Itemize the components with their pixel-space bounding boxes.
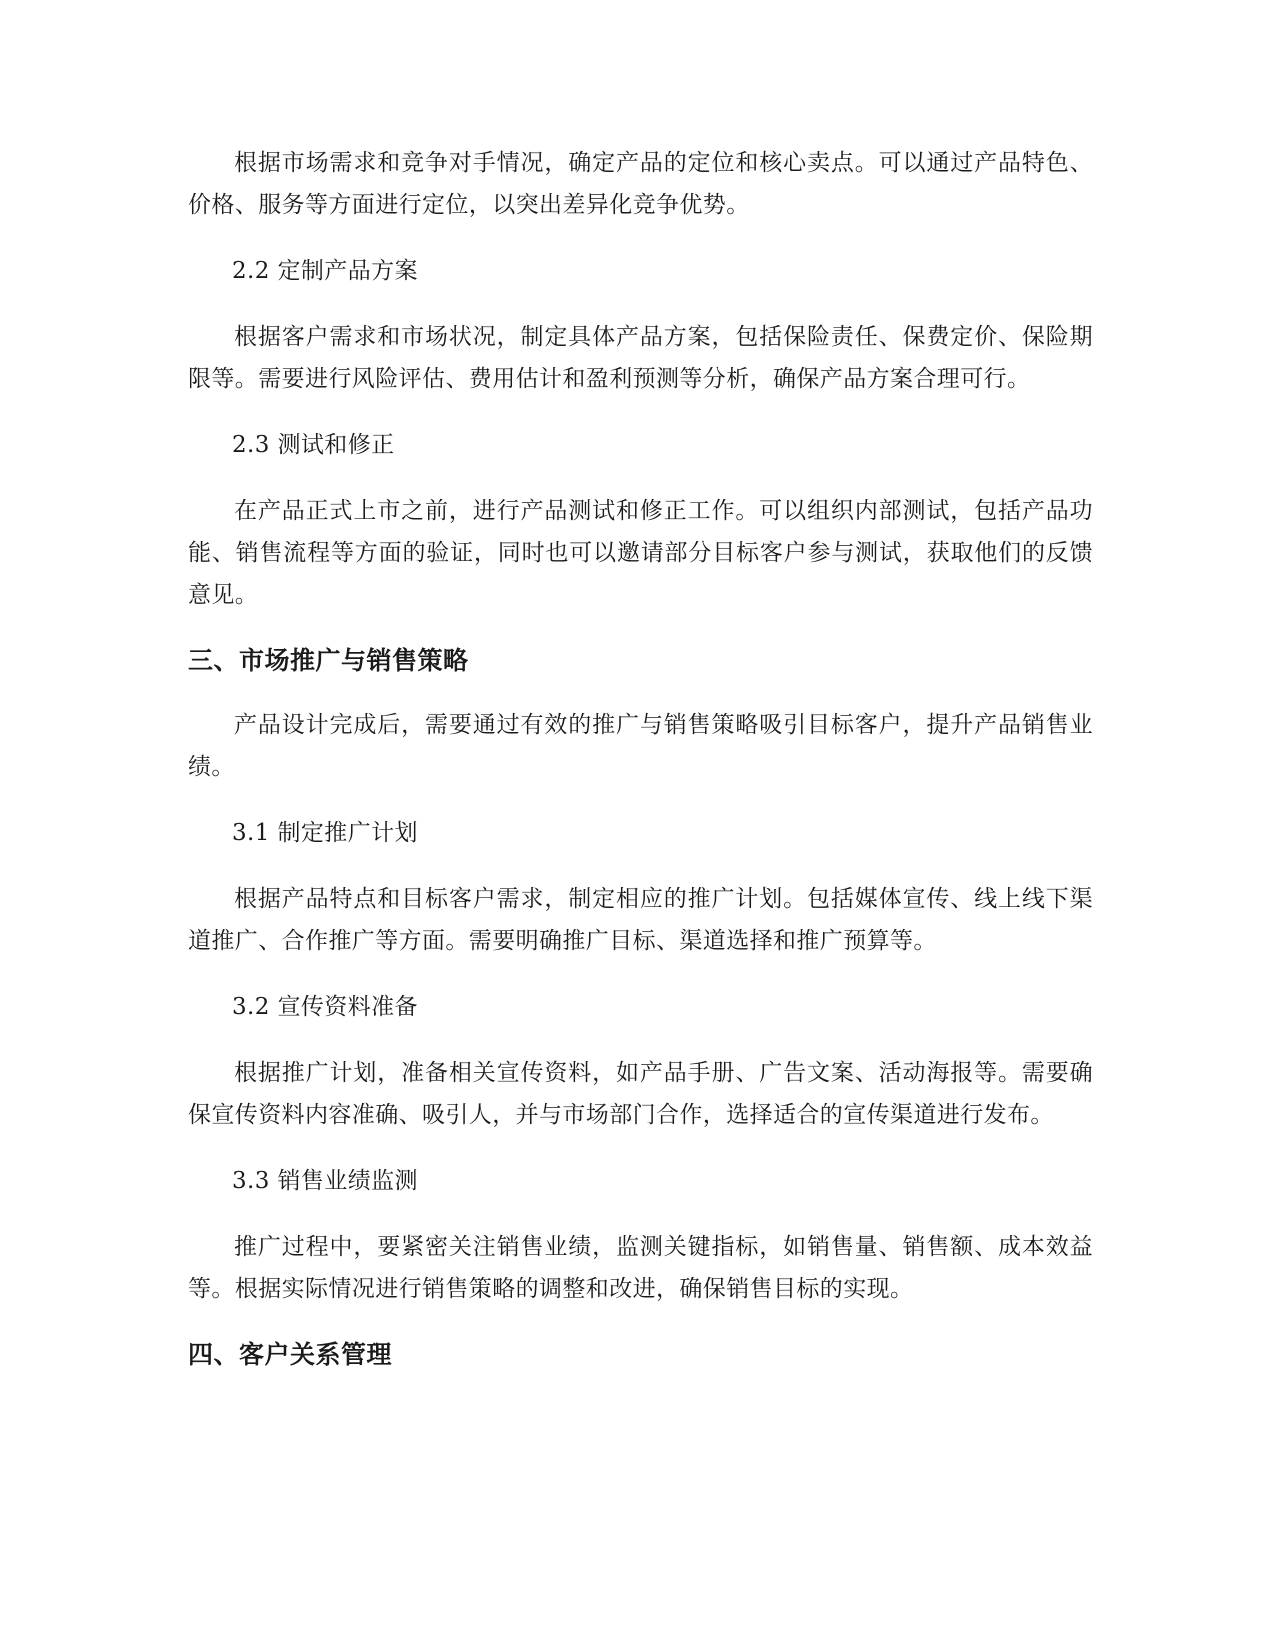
subheading-2-2: 2.2 定制产品方案 [232,258,418,284]
heading-section-4: 四、客户关系管理 [188,1340,393,1369]
paragraph-section-3-intro: 产品设计完成后，需要通过有效的推广与销售策略吸引目标客户，提升产品销售业绩。 [188,712,1093,780]
paragraph-materials: 根据推广计划，准备相关宣传资料，如产品手册、广告文案、活动海报等。需要确保宣传资料内容准确、吸引人，并与市场部门合作，选择适合的宣传渠道进行发布。 [188,1060,1093,1128]
paragraph-product-positioning: 根据市场需求和竞争对手情况，确定产品的定位和核心卖点。可以通过产品特色、价格、服务等方面进行定位，以突出差异化竞争优势。 [188,150,1093,218]
document-page [188,142,1093,1398]
paragraph-promotion-plan: 根据产品特点和目标客户需求，制定相应的推广计划。包括媒体宣传、线上线下渠道推广、合作推广等方面。需要明确推广目标、渠道选择和推广预算等。 [188,886,1093,954]
paragraph-product-plan: 根据客户需求和市场状况，制定具体产品方案，包括保险责任、保费定价、保险期限等。需要进行风险评估、费用估计和盈利预测等分析，确保产品方案合理可行。 [188,324,1093,392]
paragraph-sales-monitoring: 推广过程中，要紧密关注销售业绩，监测关键指标，如销售量、销售额、成本效益等。根据实际情况进行销售策略的调整和改进，确保销售目标的实现。 [188,1234,1093,1302]
subheading-2-3: 2.3 测试和修正 [232,432,395,458]
subheading-3-3: 3.3 销售业绩监测 [232,1168,418,1194]
paragraph-testing: 在产品正式上市之前，进行产品测试和修正工作。可以组织内部测试，包括产品功能、销售流程等方面的验证，同时也可以邀请部分目标客户参与测试，获取他们的反馈意见。 [188,498,1093,608]
subheading-3-2: 3.2 宣传资料准备 [232,994,418,1020]
subheading-3-1: 3.1 制定推广计划 [232,820,418,846]
heading-section-3: 三、市场推广与销售策略 [188,646,469,675]
